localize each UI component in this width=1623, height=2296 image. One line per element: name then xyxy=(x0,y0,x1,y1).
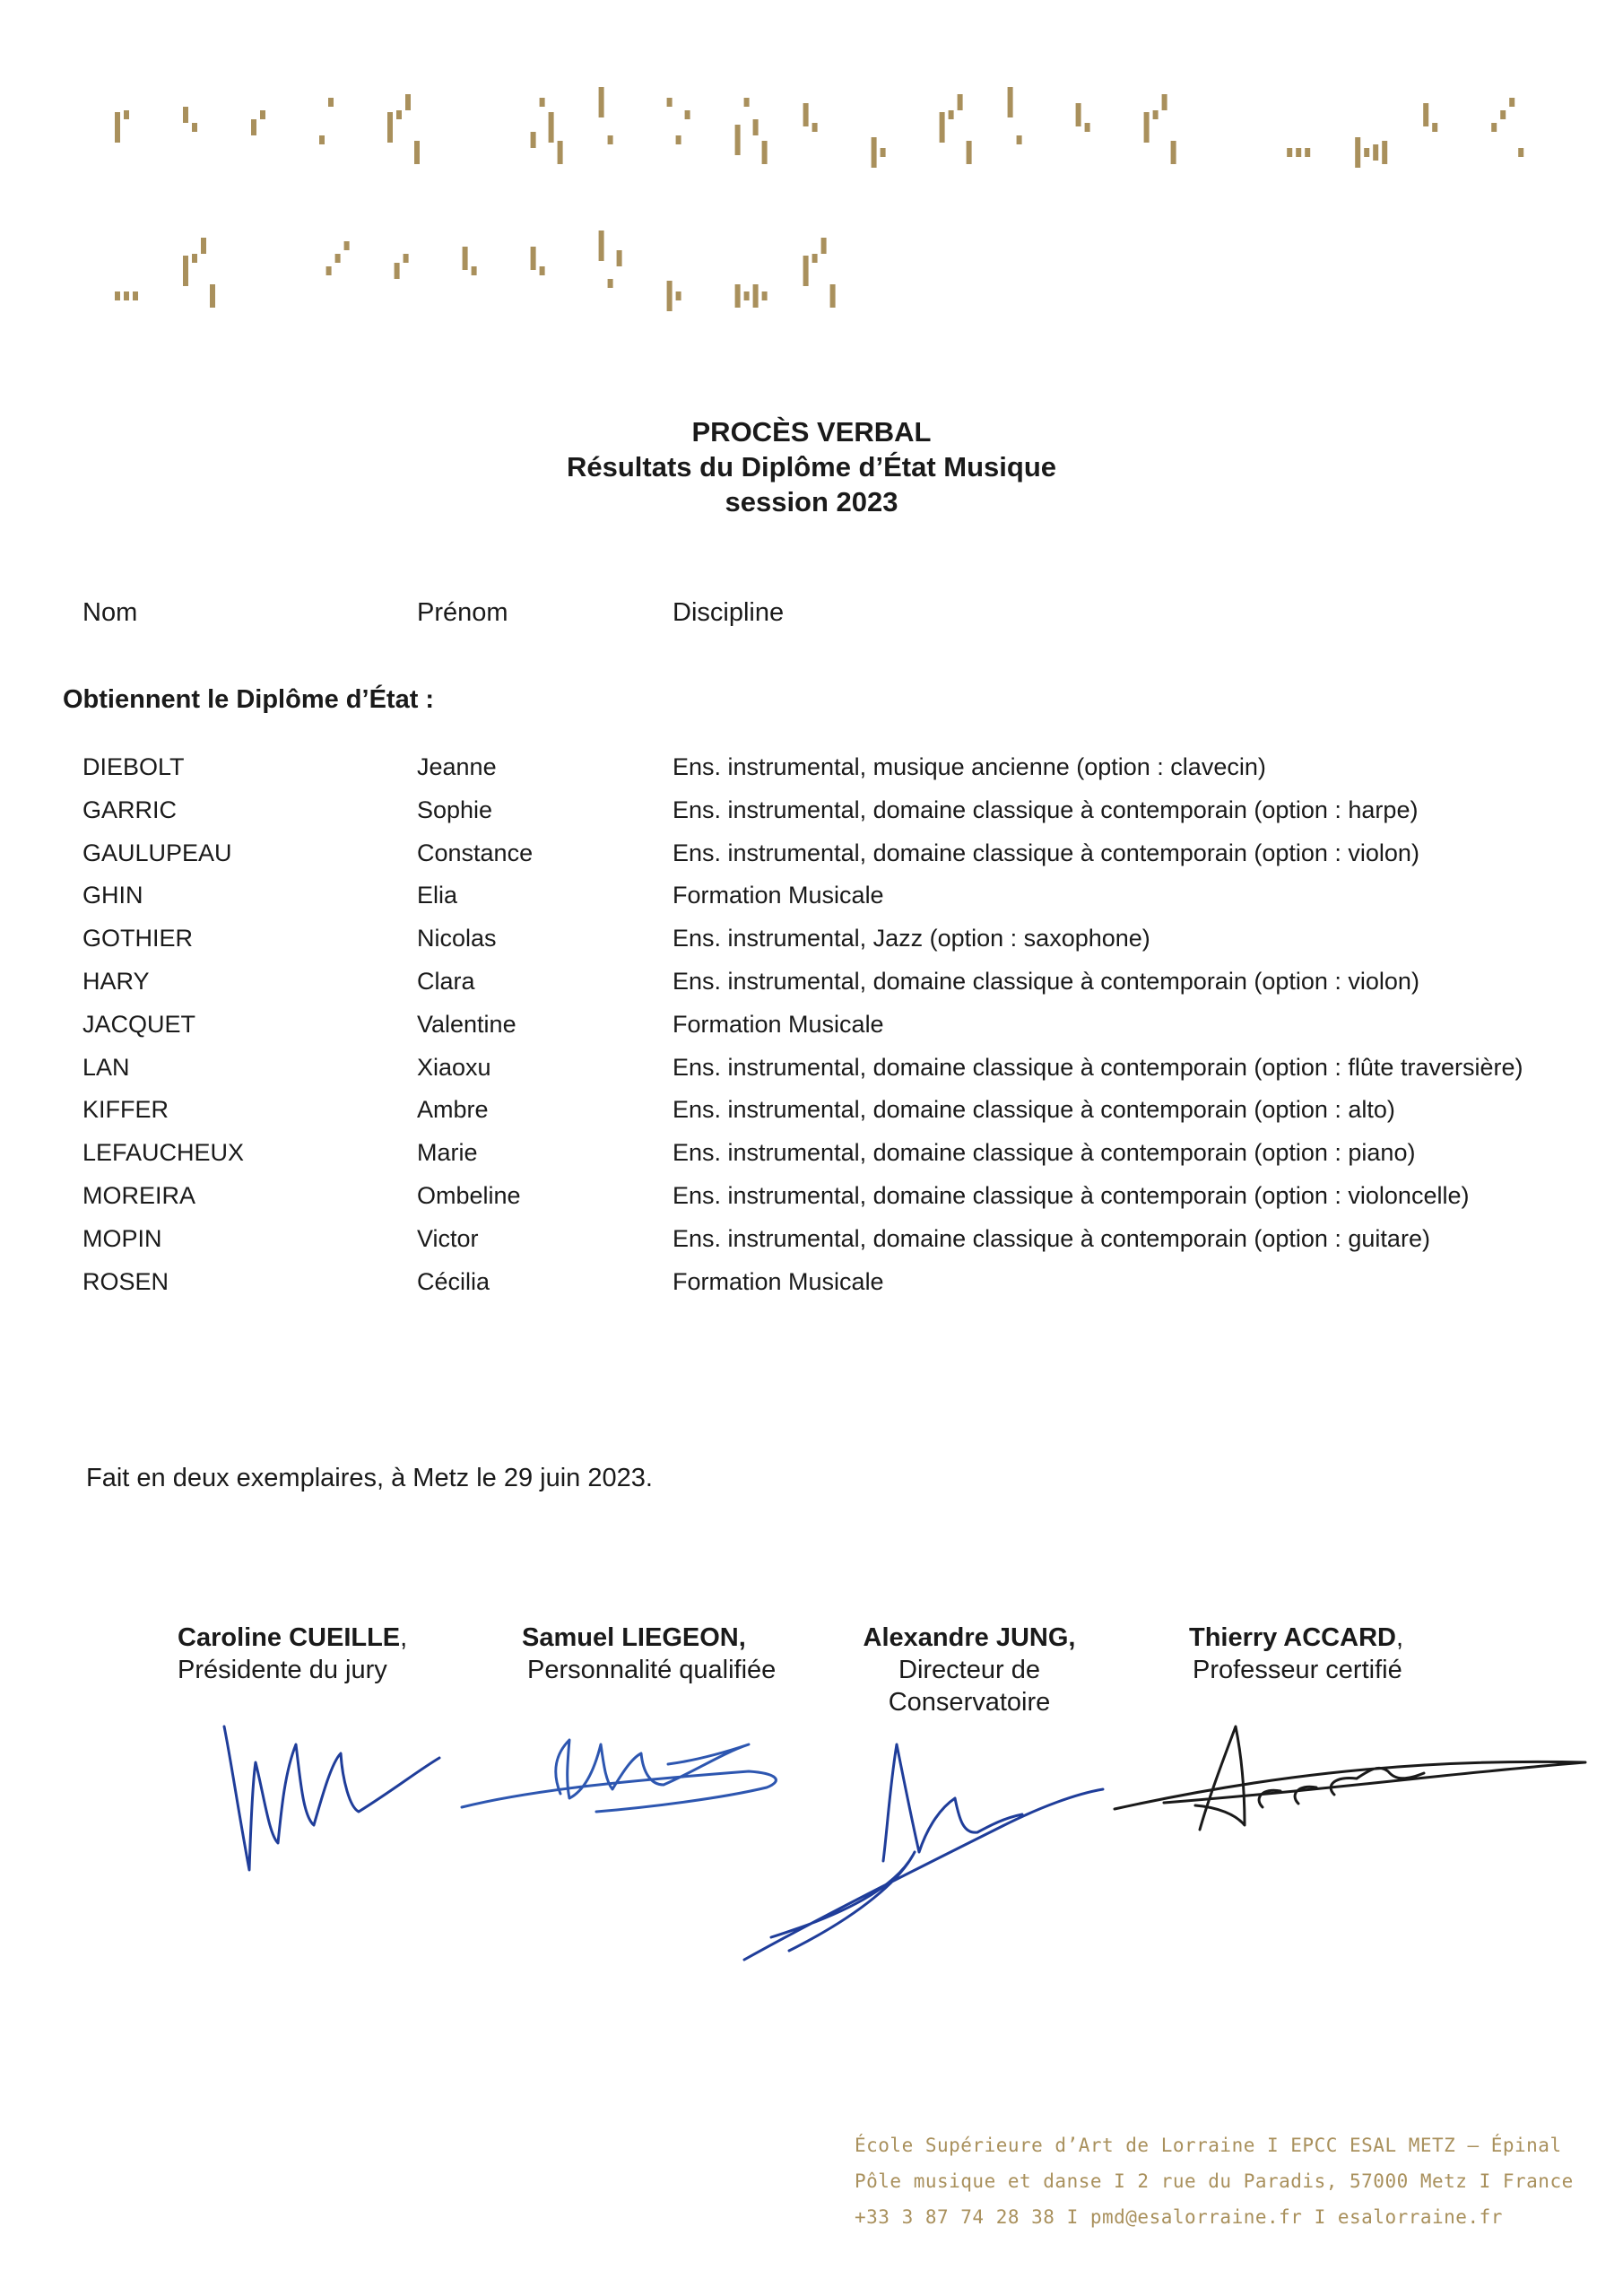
table-row xyxy=(0,1182,1623,1225)
cell-nom: GOTHIER xyxy=(82,925,194,952)
cell-nom: LEFAUCHEUX xyxy=(82,1139,245,1166)
signature-3 xyxy=(735,1735,1112,1969)
cell-prenom: Valentine xyxy=(417,1011,516,1038)
cell-nom: HARY xyxy=(82,968,150,995)
cell-prenom: Ombeline xyxy=(417,1182,521,1209)
document-title: PROCÈS VERBAL xyxy=(691,416,932,448)
cell-discipline: Ens. instrumental, domaine classique à contemporain (option : guitare) xyxy=(673,1225,1430,1252)
table-row xyxy=(0,925,1623,968)
signatory-4 xyxy=(1189,1622,1403,1686)
table-row xyxy=(0,839,1623,883)
signatory-role: Présidente du jury xyxy=(178,1656,387,1684)
cell-prenom: Cécilia xyxy=(417,1268,490,1295)
cell-nom: GAULUPEAU xyxy=(82,839,232,866)
cell-prenom: Ambre xyxy=(417,1096,489,1123)
signature-4 xyxy=(1110,1709,1594,1843)
column-header-discipline: Discipline xyxy=(673,598,785,627)
column-header-nom: Nom xyxy=(82,598,138,627)
cell-nom: MOREIRA xyxy=(82,1182,196,1209)
table-row xyxy=(0,1096,1623,1139)
column-header-prenom: Prénom xyxy=(417,598,508,627)
cell-discipline: Ens. instrumental, domaine classique à contemporain (option : alto) xyxy=(673,1096,1395,1123)
cell-prenom: Victor xyxy=(417,1225,479,1252)
footer-line-1: École Supérieure d’Art de Lorraine I EPCC ESAL METZ – Épinal xyxy=(855,2135,1562,2156)
cell-discipline: Ens. instrumental, domaine classique à contemporain (option : harpe) xyxy=(673,796,1419,823)
cell-discipline: Ens. instrumental, domaine classique à contemporain (option : piano) xyxy=(673,1139,1416,1166)
cell-discipline: Formation Musicale xyxy=(673,882,884,909)
signatory-3 xyxy=(857,1622,1081,1718)
table-row xyxy=(0,1054,1623,1097)
signatory-1 xyxy=(178,1622,407,1686)
footer-address xyxy=(855,2127,1574,2235)
table-row xyxy=(0,1268,1623,1311)
table-row xyxy=(0,968,1623,1011)
cell-nom: LAN xyxy=(82,1054,130,1081)
document-title-block xyxy=(0,414,1623,519)
document-subtitle: Résultats du Diplôme d’État Musique xyxy=(567,451,1056,483)
cell-prenom: Clara xyxy=(417,968,475,995)
signatory-role: Professeur certifié xyxy=(1193,1656,1402,1684)
cell-nom: KIFFER xyxy=(82,1096,169,1123)
cell-discipline: Ens. instrumental, domaine classique à contemporain (option : flûte traversière) xyxy=(673,1054,1523,1081)
footer-line-3: +33 3 87 74 28 38 I pmd@esalorraine.fr I esalorraine.fr xyxy=(855,2206,1503,2228)
signatory-role: Personnalité qualifiée xyxy=(527,1656,777,1684)
cell-prenom: Nicolas xyxy=(417,925,497,952)
cell-discipline: Formation Musicale xyxy=(673,1011,884,1038)
cell-nom: MOPIN xyxy=(82,1225,162,1252)
cell-prenom: Xiaoxu xyxy=(417,1054,491,1081)
cell-discipline: Ens. instrumental, domaine classique à contemporain (option : violon) xyxy=(673,839,1419,866)
signatory-name: Samuel LIEGEON, xyxy=(522,1623,746,1652)
table-row xyxy=(0,753,1623,796)
cell-prenom: Constance xyxy=(417,839,534,866)
document-session: session 2023 xyxy=(725,486,898,517)
table-row xyxy=(0,796,1623,839)
section-label: Obtiennent le Diplôme d’État : xyxy=(63,685,435,714)
table-row xyxy=(0,1011,1623,1054)
cell-nom: DIEBOLT xyxy=(82,753,185,780)
table-row xyxy=(0,882,1623,925)
table-row xyxy=(0,1225,1623,1268)
cell-discipline: Ens. instrumental, domaine classique à contemporain (option : violoncelle) xyxy=(673,1182,1470,1209)
signatory-name: Caroline CUEILLE xyxy=(178,1623,401,1652)
signature-1 xyxy=(215,1709,448,1888)
footer-line-2: Pôle musique et danse I 2 rue du Paradis, 57000 Metz I France xyxy=(855,2170,1574,2192)
signatory-suffix: , xyxy=(400,1623,408,1652)
school-logo xyxy=(115,45,1549,332)
cell-discipline: Formation Musicale xyxy=(673,1268,884,1295)
signatory-role-line2: Conservatoire xyxy=(888,1688,1051,1717)
table-row xyxy=(0,1139,1623,1182)
closing-statement: Fait en deux exemplaires, à Metz le 29 juin 2023. xyxy=(86,1464,653,1492)
cell-prenom: Elia xyxy=(417,882,458,909)
signatory-name: Thierry ACCARD xyxy=(1189,1623,1396,1652)
cell-nom: ROSEN xyxy=(82,1268,169,1295)
cell-nom: GHIN xyxy=(82,882,143,909)
cell-nom: JACQUET xyxy=(82,1011,196,1038)
cell-discipline: Ens. instrumental, Jazz (option : saxophone) xyxy=(673,925,1150,952)
signatory-2 xyxy=(522,1622,776,1686)
signatory-suffix: , xyxy=(1395,1623,1404,1652)
cell-prenom: Marie xyxy=(417,1139,478,1166)
signatory-role: Directeur de xyxy=(898,1656,1040,1684)
cell-prenom: Sophie xyxy=(417,796,493,823)
signatory-name: Alexandre JUNG, xyxy=(863,1623,1076,1652)
cell-prenom: Jeanne xyxy=(417,753,497,780)
cell-discipline: Ens. instrumental, domaine classique à contemporain (option : violon) xyxy=(673,968,1419,995)
cell-nom: GARRIC xyxy=(82,796,178,823)
cell-discipline: Ens. instrumental, musique ancienne (option : clavecin) xyxy=(673,753,1266,780)
